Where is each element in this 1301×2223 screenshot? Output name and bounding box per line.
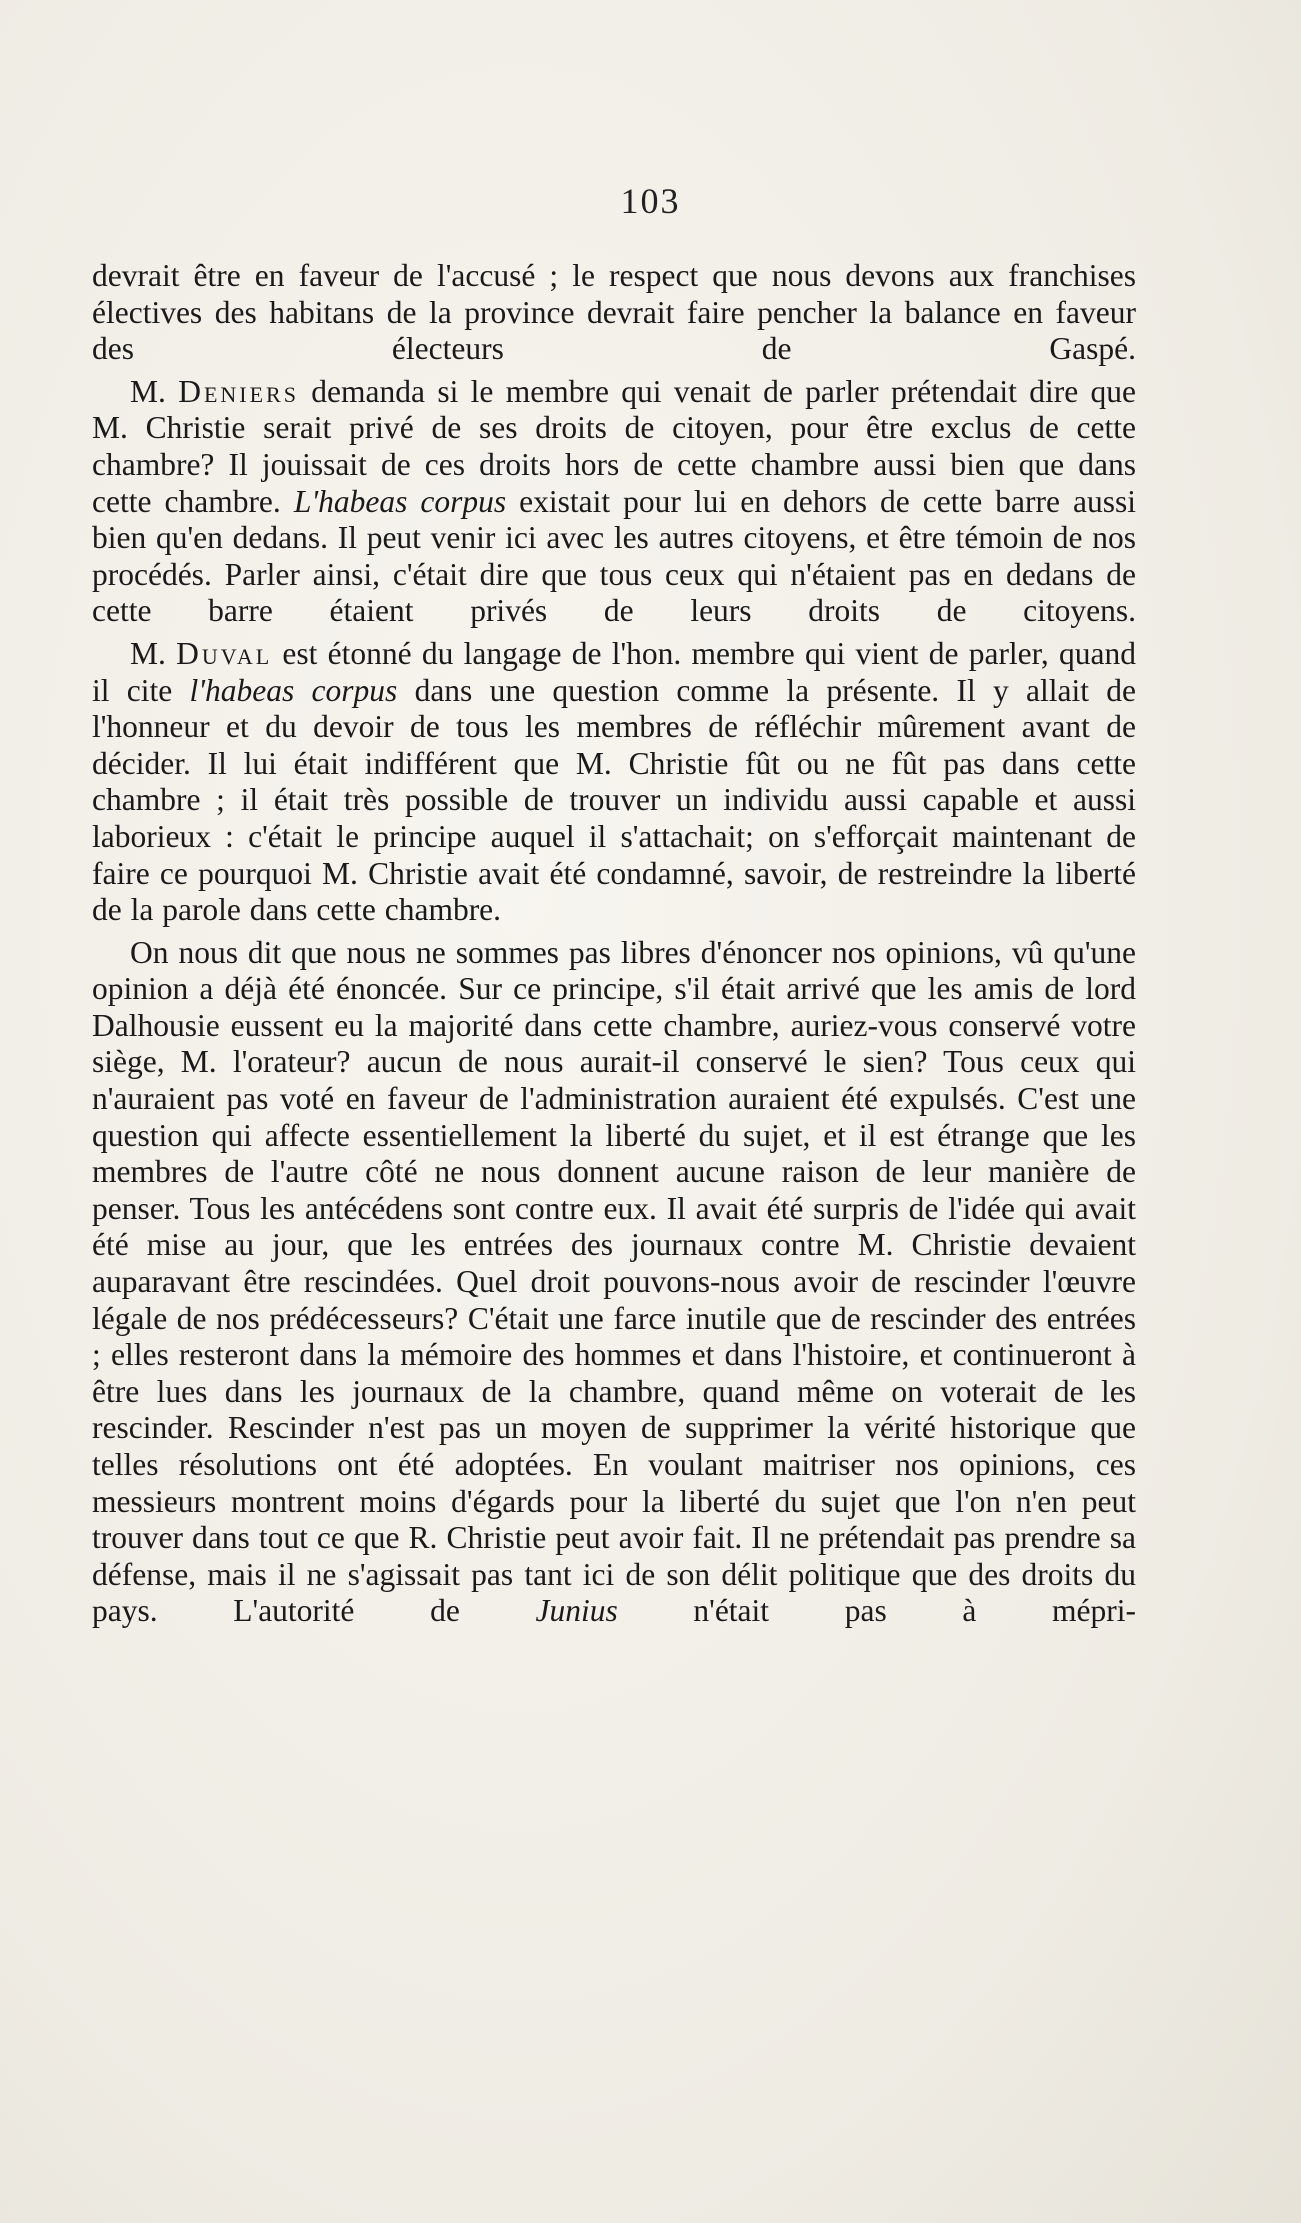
text-run: On nous dit que nous ne sommes pas libres d'énoncer nos opinions, vû qu'une opinion a déjà été énoncée. Sur ce principe, s'il était arrivé que les amis de lord Dalhousie eussent eu la majorité dans cette chambre, auriez-vous conservé votre siège, M. l'orateur? aucun de nous aurait-il conservé le sien? Tous ceux qui n'auraient pas voté en faveur de l'administration auraient été expulsés. C'est une question qui affecte essentiellement la liberté du sujet, et il est étrange que les membres de l'autre côté ne nous donnent aucune raison de leur manière de penser. Tous les antécédens sont contre eux. Il avait été surpris de l'idée qui avait été mise au jour, que les entrées des journaux contre M. Christie devaient auparavant être rescindées. Quel droit pouvons-nous avoir de rescinder l'œuvre légale de nos prédécesseurs? C'était une farce inutile que de rescinder des entrées ; elles resteront dans la mémoire des hommes et dans l'histoire, et continueront à être lues dans les journaux de la chambre, quand même on voterait de les rescinder. Rescinder n'est pas un moyen de supprimer la vérité historique que telles résolutions ont été adoptées. En voulant maitriser nos opinions, ces messieurs montrent moins d'égards pour la liberté du sujet que l'on n'en peut trouver dans tout ce que R. Christie peut avoir fait. Il ne prétendait pas prendre sa défense, mais il ne s'agissait pas tant ici de son délit politique que des droits du pays. L'autorité de — [92, 934, 1136, 1629]
text-run: devrait être en faveur de l'accusé ; le respect que nous devons aux franchises électives des habitans de la province devrait faire pencher la balance en faveur des électeurs de Gaspé. — [92, 258, 1136, 367]
paragraph — [92, 636, 1136, 929]
text-run: M. — [130, 373, 179, 409]
body-text — [92, 258, 1136, 1636]
text-run: dans une question comme la présente. Il y allait de l'honneur et du devoir de tous les membres de réfléchir mûrement avant de décider. Il lui était indifférent que M. Christie fût ou ne fût pas dans cette chambre ; il était très possible de trouver un individu aussi capable et aussi laborieux : c'était le principe auquel il s'attachait; on s'efforçait maintenant de faire ce pourquoi M. Christie avait été condamné, savoir, de restreindre la liberté de la parole dans cette chambre. — [92, 672, 1136, 928]
paragraph — [92, 374, 1136, 630]
speaker-name: Duval — [176, 635, 273, 671]
italic-text: Junius — [535, 1593, 618, 1629]
text-run: est étonné du langage de l'hon. membre qui vient de parler, quand il cite — [92, 635, 1136, 708]
text-run: n'était pas à mépri- — [617, 1593, 1136, 1629]
paragraph — [92, 258, 1136, 368]
speaker-name: Deniers — [178, 373, 299, 409]
italic-text: l'habeas corpus — [189, 672, 398, 708]
paragraph — [92, 935, 1136, 1630]
page-number: 103 — [620, 181, 681, 221]
italic-text: L'habeas corpus — [293, 483, 507, 519]
text-run: existait pour lui en dehors de cette barre aussi bien qu'en dedans. Il peut venir ici avec les autres citoyens, et être témoin de nos procédés. Parler ainsi, c'était dire que tous ceux qui n'étaient pas en dedans de cette barre étaient privés de leurs droits de citoyens. — [92, 483, 1136, 629]
text-run: demanda si le membre qui venait de parler prétendait dire que M. Christie serait privé de ses droits de citoyen, pour être exclus de cette chambre? Il jouissait de ces droits hors de cette chambre aussi bien que dans cette chambre. — [92, 373, 1136, 519]
text-run: M. — [130, 635, 177, 671]
